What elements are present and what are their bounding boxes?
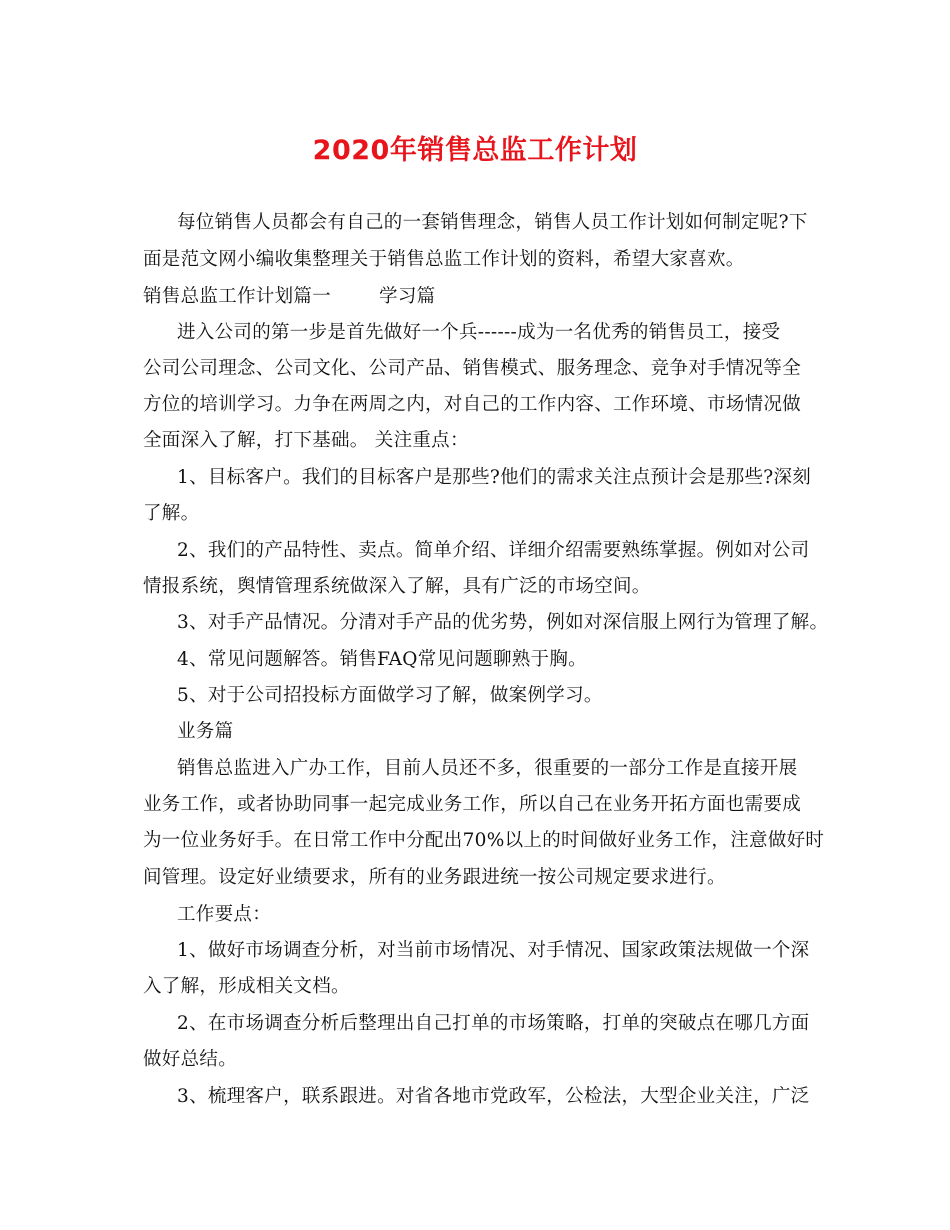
paragraph-line: 面是范文网小编收集整理关于销售总监工作计划的资料，希望大家喜欢。 xyxy=(143,249,745,270)
list-item-line: 3、对手产品情况。分清对手产品的优劣势，例如对深信服上网行为管理了解。 xyxy=(177,612,829,633)
section-heading: 业务篇 xyxy=(177,721,234,742)
document-title: 2020年销售总监工作计划 xyxy=(312,135,638,166)
paragraph-line: 每位销售人员都会有自己的一套销售理念，销售人员工作计划如何制定呢?下 xyxy=(177,212,808,233)
list-item-line: 3、梳理客户，联系跟进。对省各地市党政军，公检法，大型企业关注，广泛 xyxy=(177,1086,810,1107)
paragraph-line: 销售总监进入广办工作，目前人员还不多，很重要的一部分工作是直接开展 xyxy=(177,758,798,779)
subsection-heading: 工作要点： xyxy=(177,904,272,925)
list-item-line: 5、对于公司招投标方面做学习了解，做案例学习。 xyxy=(177,685,603,706)
list-item-line: 2、我们的产品特性、卖点。简单介绍、详细介绍需要熟练掌握。例如对公司 xyxy=(177,540,810,561)
list-item-line: 做好总结。 xyxy=(143,1049,238,1070)
section-heading xyxy=(143,284,435,310)
list-item-line: 1、做好市场调查分析，对当前市场情况、对手情况、国家政策法规做一个深 xyxy=(177,940,810,961)
list-item-line: 了解。 xyxy=(143,503,200,524)
paragraph-line: 公司公司理念、公司文化、公司产品、销售模式、服务理念、竞争对手情况等全 xyxy=(143,358,802,379)
paragraph-line: 为一位业务好手。在日常工作中分配出70%以上的时间做好业务工作，注意做好时 xyxy=(143,830,825,851)
list-item-line: 情报系统，舆情管理系统做深入了解，具有广泛的市场空间。 xyxy=(143,576,651,597)
list-item-line: 入了解，形成相关文档。 xyxy=(143,976,350,997)
paragraph-line: 间管理。设定好业绩要求，所有的业务跟进统一按公司规定要求进行。 xyxy=(143,867,726,888)
paragraph-line: 方位的培训学习。力争在两周之内，对自己的工作内容、工作环境、市场情况做 xyxy=(143,394,802,415)
list-item-line: 2、在市场调查分析后整理出自己打单的市场策略，打单的突破点在哪几方面 xyxy=(177,1013,810,1034)
list-item-line: 1、目标客户。我们的目标客户是那些?他们的需求关注点预计会是那些?深刻 xyxy=(177,467,812,488)
list-item-line: 4、常见问题解答。销售FAQ常见问题聊熟于胸。 xyxy=(177,649,587,670)
paragraph-line: 全面深入了解，打下基础。 关注重点： xyxy=(143,430,469,451)
paragraph-line: 业务工作，或者协助同事一起完成业务工作，所以自己在业务开拓方面也需要成 xyxy=(143,794,802,815)
paragraph-line: 进入公司的第一步是首先做好一个兵------成为一名优秀的销售员工，接受 xyxy=(177,322,781,343)
section-heading-subtitle: 学习篇 xyxy=(379,286,436,307)
section-heading-title: 销售总监工作计划篇一 xyxy=(143,286,332,307)
